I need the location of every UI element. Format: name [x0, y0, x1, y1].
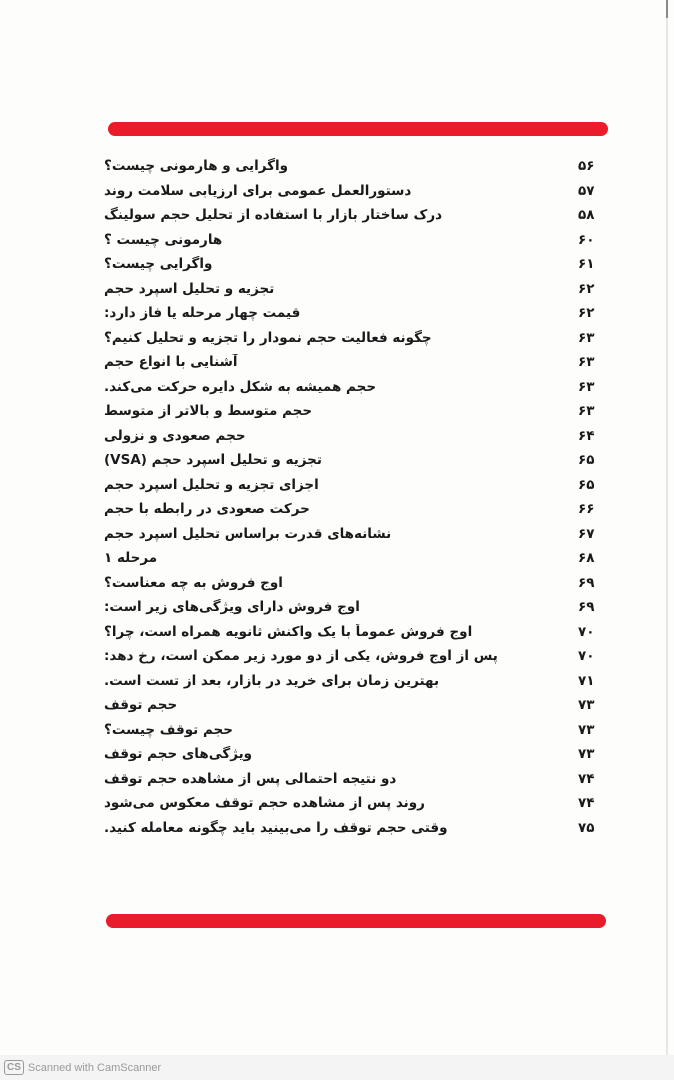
- toc-entry: [104, 326, 608, 351]
- toc-entry: [104, 301, 608, 326]
- toc-entry-page-number: ۵۶: [578, 158, 595, 175]
- toc-entry-page-number: ۷۳: [578, 697, 595, 714]
- toc-entry: [104, 375, 608, 400]
- toc-entry-page-number: ۷۳: [578, 721, 595, 738]
- page-edge-mark: [666, 0, 668, 18]
- toc-entry-title: ویژگی‌های حجم توقف: [104, 746, 253, 763]
- toc-entry-title: هارمونی چیست ؟: [104, 231, 223, 248]
- toc-entry: [104, 595, 608, 620]
- toc-entry-title: حجم توقف: [104, 697, 178, 714]
- toc-entry-page-number: ۶۹: [578, 574, 595, 591]
- toc-entry-title: اوج فروش عموماً با یک واکنش ثانویه همراه است، چرا؟: [104, 623, 473, 640]
- toc-entry-page-number: ۶۵: [578, 452, 595, 469]
- toc-entry: [104, 669, 608, 694]
- toc-entry: [104, 644, 608, 669]
- scanner-text: Scanned with CamScanner: [27, 1061, 162, 1074]
- bottom-red-divider: [106, 914, 606, 928]
- toc-entry: [104, 473, 608, 498]
- toc-entry-title: پس از اوج فروش، یکی از دو مورد زیر ممکن است، رخ دهد:: [104, 648, 498, 665]
- toc-entry-page-number: ۶۴: [578, 427, 595, 444]
- toc-entry-page-number: ۷۰: [578, 648, 595, 665]
- toc-entry: [104, 571, 608, 596]
- toc-entry-title: حجم صعودی و نزولی: [104, 427, 246, 444]
- toc-entry-title: آشنایی با انواع حجم: [104, 354, 238, 371]
- scanner-watermark: [0, 1055, 674, 1080]
- toc-entry: [104, 522, 608, 547]
- top-red-divider: [108, 122, 608, 136]
- toc-entry-page-number: ۷۱: [578, 672, 595, 689]
- toc-entry-title: درک ساختار بازار با استفاده از تحلیل حجم سولینگ: [104, 207, 443, 224]
- toc-entry-title: نشانه‌های قدرت براساس تحلیل اسپرد حجم: [104, 525, 392, 542]
- toc-entry-title: حجم متوسط و بالاتر از متوسط: [104, 403, 313, 420]
- toc-entry-page-number: ۶۰: [578, 231, 595, 248]
- toc-entry: [104, 203, 608, 228]
- toc-entry-title: بهترین زمان برای خرید در بازار، بعد از تست است.: [104, 672, 440, 689]
- toc-entry-page-number: ۷۳: [578, 746, 595, 763]
- toc-entry-page-number: ۵۸: [578, 207, 595, 224]
- toc-entry-title: حرکت صعودی در رابطه با حجم: [104, 501, 310, 518]
- toc-entry-title: تجزیه و تحلیل اسپرد حجم (VSA): [104, 452, 322, 469]
- toc-entry: [104, 742, 608, 767]
- toc-entry-title: حجم توقف چیست؟: [104, 721, 233, 738]
- toc-entry-page-number: ۶۶: [578, 501, 595, 518]
- toc-entry-page-number: ۷۰: [578, 623, 595, 640]
- toc-entry-title: واگرایی و هارمونی چیست؟: [104, 158, 288, 175]
- toc-entry-page-number: ۶۳: [578, 354, 595, 371]
- toc-entry-page-number: ۶۲: [578, 280, 595, 297]
- table-of-contents: [104, 154, 608, 840]
- toc-entry-title: اوج فروش دارای ویژگی‌های زیر است:: [104, 599, 360, 616]
- toc-entry: [104, 816, 608, 841]
- toc-entry-title: اجزای تجزیه و تحلیل اسپرد حجم: [104, 476, 319, 493]
- toc-entry: [104, 424, 608, 449]
- toc-entry-page-number: ۶۳: [578, 378, 595, 395]
- toc-entry-title: قیمت چهار مرحله یا فاز دارد:: [104, 305, 301, 322]
- toc-entry: [104, 718, 608, 743]
- toc-entry: [104, 497, 608, 522]
- toc-entry-title: اوج فروش به چه معناست؟: [104, 574, 283, 591]
- toc-entry-title: دستورالعمل عمومی برای ارزیابی سلامت روند: [104, 182, 412, 199]
- toc-entry: [104, 252, 608, 277]
- toc-entry: [104, 448, 608, 473]
- toc-entry: [104, 350, 608, 375]
- toc-entry: [104, 791, 608, 816]
- toc-entry-page-number: ۶۹: [578, 599, 595, 616]
- toc-entry-page-number: ۶۲: [578, 305, 595, 322]
- toc-entry-page-number: ۷۵: [578, 819, 595, 836]
- toc-entry-page-number: ۶۵: [578, 476, 595, 493]
- toc-entry-page-number: ۶۳: [578, 403, 595, 420]
- toc-entry-page-number: ۷۴: [578, 770, 595, 787]
- toc-entry-title: دو نتیجه احتمالی پس از مشاهده حجم توقف: [104, 770, 397, 787]
- page-edge: [666, 0, 668, 1060]
- toc-entry-page-number: ۶۷: [578, 525, 595, 542]
- toc-entry-title: روند پس از مشاهده حجم توقف معکوس می‌شود: [104, 795, 425, 812]
- toc-entry-page-number: ۶۱: [578, 256, 595, 273]
- camscanner-logo-icon: CS: [4, 1060, 24, 1075]
- toc-entry-page-number: ۶۳: [578, 329, 595, 346]
- toc-entry-title: چگونه فعالیت حجم نمودار را تجزیه و تحلیل کنیم؟: [104, 329, 432, 346]
- toc-entry: [104, 620, 608, 645]
- toc-entry-page-number: ۵۷: [578, 182, 595, 199]
- toc-entry: [104, 693, 608, 718]
- toc-entry: [104, 277, 608, 302]
- toc-entry: [104, 179, 608, 204]
- toc-entry-title: حجم همیشه به شکل دایره حرکت می‌کند.: [104, 378, 377, 395]
- toc-entry-title: واگرایی چیست؟: [104, 256, 213, 273]
- toc-entry-page-number: ۷۴: [578, 795, 595, 812]
- toc-entry-page-number: ۶۸: [578, 550, 595, 567]
- toc-entry: [104, 399, 608, 424]
- toc-entry-title: وقتی حجم توقف را می‌بینید باید چگونه معامله کنید.: [104, 819, 448, 836]
- toc-entry-title: تجزیه و تحلیل اسپرد حجم: [104, 280, 275, 297]
- toc-entry: [104, 767, 608, 792]
- toc-entry: [104, 154, 608, 179]
- toc-entry: [104, 228, 608, 253]
- toc-entry: [104, 546, 608, 571]
- toc-entry-title: مرحله ۱: [104, 550, 158, 567]
